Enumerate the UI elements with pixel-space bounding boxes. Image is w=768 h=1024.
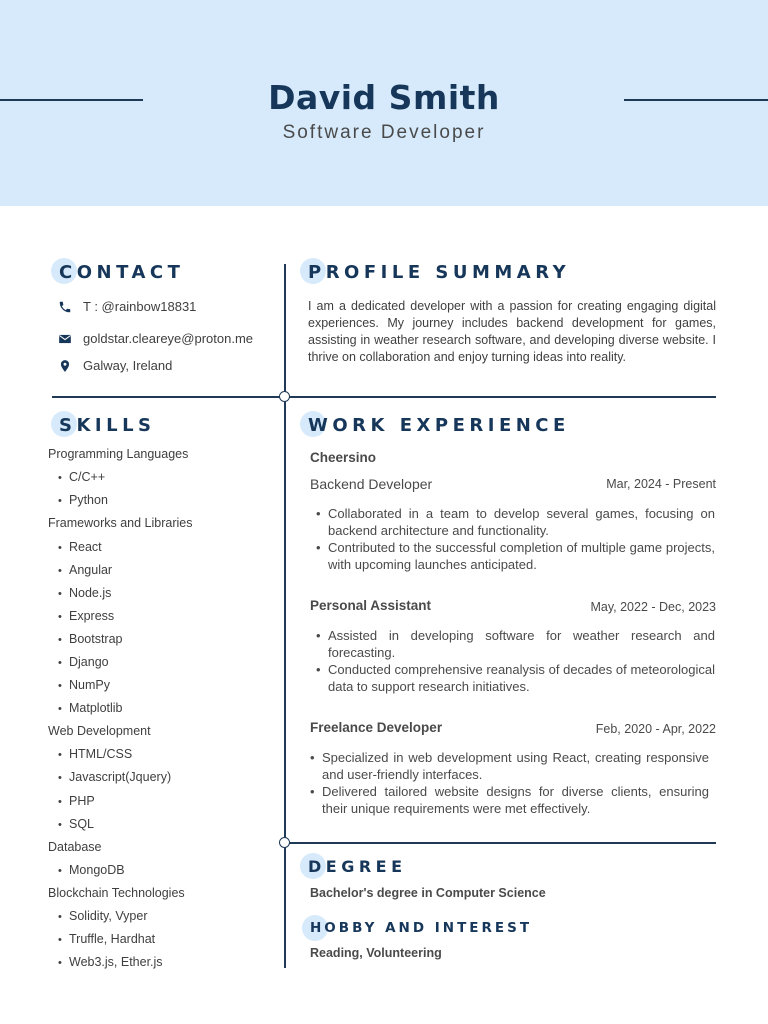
skill-item: • Solidity, Vyper [58,909,148,923]
job-company: Freelance Developer [310,720,443,735]
contact-location-row [58,358,172,373]
job-bullet: • Collaborated in a team to develop several games, focusing on backend architecture and functionality. [316,505,715,539]
job-dates: Mar, 2024 - Present [606,477,716,491]
job-bullet: • Conducted comprehensive reanalysis of decades of meteorological data to support research initiatives. [316,661,715,695]
timeline-vertical-rule [284,264,286,968]
skill-category: Database [48,840,102,854]
skill-item: • Express [58,609,115,623]
degree-heading: DEGREE [308,857,407,876]
section-divider-top [52,396,716,398]
phone-icon [58,300,72,314]
mail-icon [58,332,72,346]
job-company: Cheersino [310,450,377,465]
job-bullets [310,749,709,817]
contact-location: Galway, Ireland [83,358,173,373]
skill-item: • Bootstrap [58,632,123,646]
skill-item: • Node.js [58,586,112,600]
contact-phone-row [58,299,196,314]
skill-item: • Angular [58,563,113,577]
job-dates: Feb, 2020 - Apr, 2022 [595,722,716,736]
job-bullets [316,505,715,573]
candidate-role: Software Developer [282,122,486,143]
skill-item: • Web3.js, Ether.js [58,955,163,969]
degree-text: Bachelor's degree in Computer Science [310,886,546,900]
skill-item: • MongoDB [58,863,125,877]
skill-item: • NumPy [58,678,110,692]
skill-item: • PHP [58,794,95,808]
skill-category: Frameworks and Libraries [48,516,193,530]
profile-heading: PROFILE SUMMARY [308,262,570,283]
work-heading: WORK EXPERIENCE [308,415,570,436]
contact-heading: CONTACT [59,262,184,283]
skill-item: • C/C++ [58,470,106,484]
skill-category: Web Development [48,724,151,738]
skill-category: Blockchain Technologies [48,886,185,900]
skill-item: • React [58,540,102,554]
skill-item: • Matplotlib [58,701,123,715]
job-bullet: • Contributed to the successful completion of multiple game projects, with upcoming launches anticipated. [316,539,715,573]
skill-item: • Python [58,493,108,507]
job-bullets [316,627,715,695]
skill-item: • Django [58,655,109,669]
job-bullet: • Delivered tailored website designs for diverse clients, ensuring their unique requirements were met effectively. [310,783,709,817]
job-title: Backend Developer [310,476,433,492]
location-pin-icon [58,359,72,373]
skill-item: • Truffle, Hardhat [58,932,156,946]
hobby-heading: HOBBY AND INTEREST [310,920,532,936]
hobby-text: Reading, Volunteering [310,946,442,960]
job-bullet: • Assisted in developing software for weather research and forecasting. [316,627,715,661]
timeline-node-bottom [279,837,290,848]
skill-item: • SQL [58,817,95,831]
job-dates: May, 2022 - Dec, 2023 [590,600,716,614]
contact-email[interactable]: goldstar.cleareye@proton.me [83,331,254,346]
profile-summary-text: I am a dedicated developer with a passion for creating engaging digital experiences. My journey includes backend development for games, assisting in weather research software, and developing diverse website. I thrive on collaboration and enjoy turning ideas into reality. [308,299,716,364]
skill-item: • HTML/CSS [58,747,133,761]
job-company: Personal Assistant [310,598,432,613]
contact-email-row [58,331,253,346]
contact-phone: T : @rainbow18831 [83,299,197,314]
skill-item: • Javascript(Jquery) [58,770,172,784]
job-bullet: • Specialized in web development using React, creating responsive and user-friendly interfaces. [310,749,709,783]
section-divider-bottom [285,842,716,844]
skills-heading: SKILLS [59,415,156,436]
candidate-name: David Smith [268,78,500,117]
skill-category: Programming Languages [48,447,189,461]
timeline-node-top [279,391,290,402]
